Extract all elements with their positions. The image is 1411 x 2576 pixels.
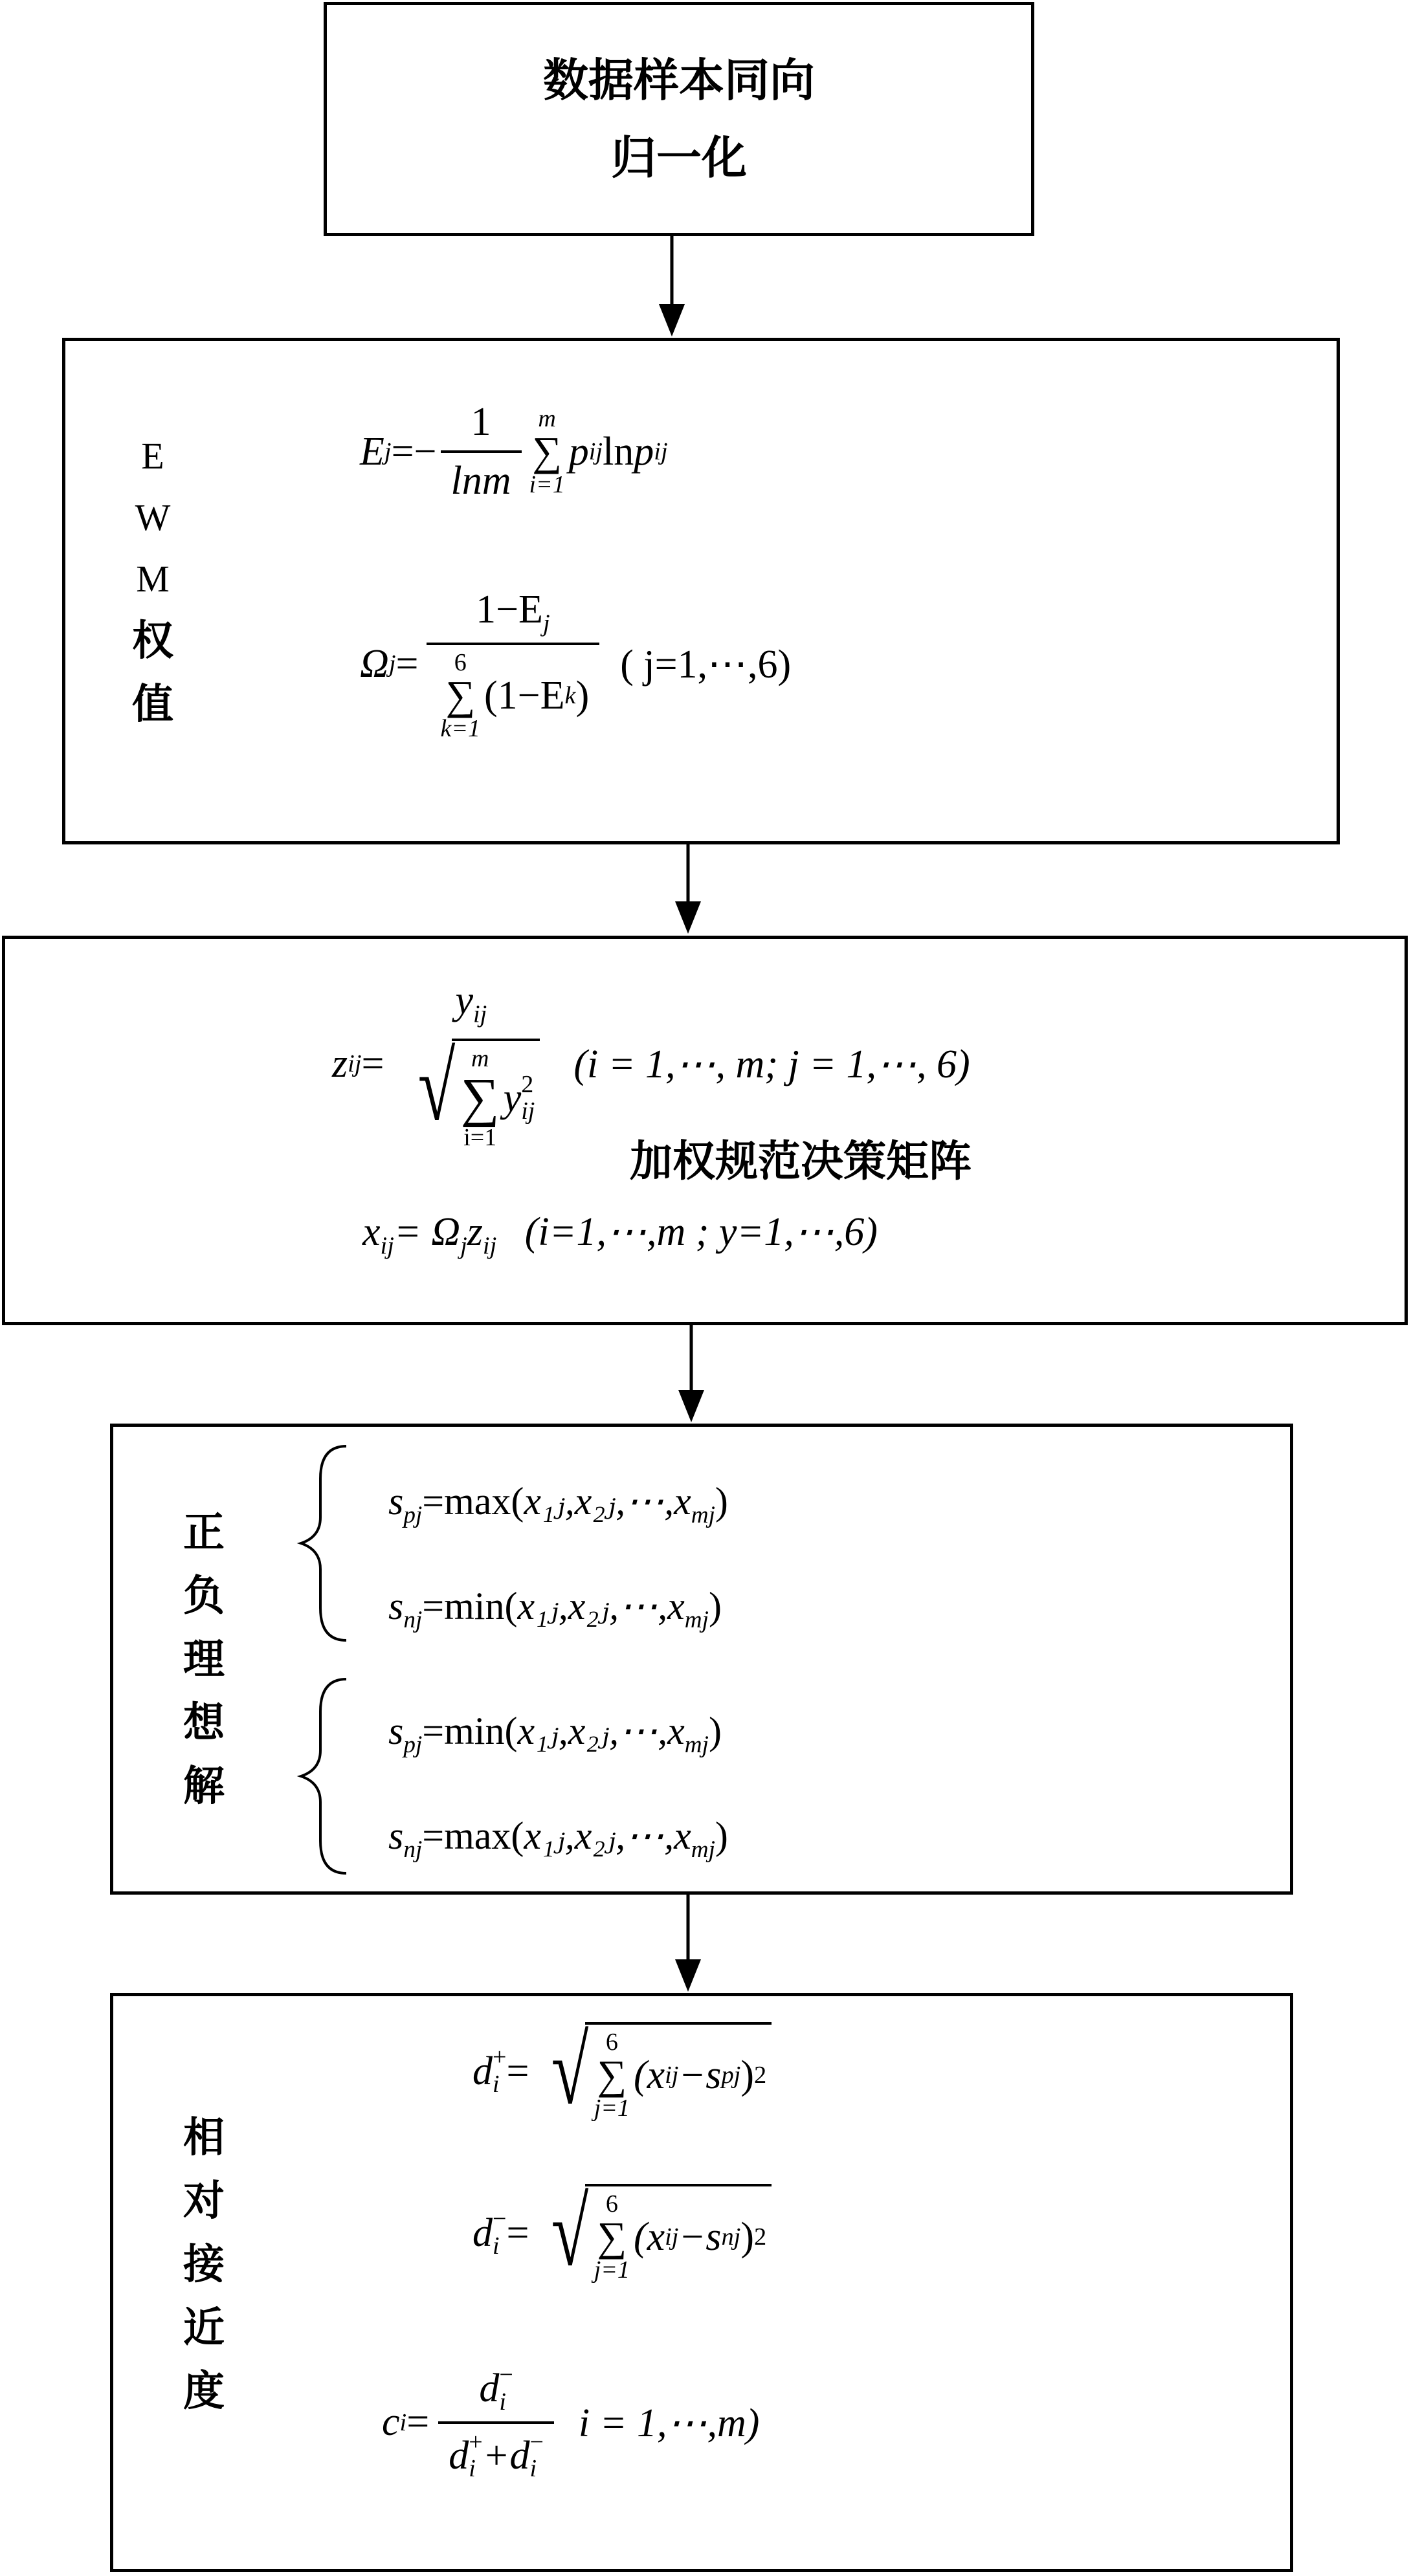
distance-negative-formula: d − i = √ 6 ∑ j=1 (x ij −s nj ) 2 [472,2184,772,2282]
group1-positive: $s_{pj}=\max(x_1ⱼ,x_2ⱼ,\cdots,x_{mj})$ [388,1480,728,1528]
arrow-4-5 [675,1895,701,1992]
weighted-formula: $x_{ij}= \Omega_jz_{ij}$ (i=1,⋯,m ; y=1,⋯,6) [362,1210,878,1260]
sqrt-positive: √ 6 ∑ j=1 (x ij −s pj ) 2 [535,2022,772,2120]
weighted-matrix-label: 加权规范决策矩阵 [630,1136,972,1186]
label-char-du: 度 [183,2368,225,2416]
label-char-li: 理 [183,1636,225,1684]
normalization-formula: z ij = $y_{ij}$ √ m ∑ i=1 y 2 ij (i = 1,⋯, m; j = 1,⋯, 6) [332,978,970,1152]
label-char-w: W [135,496,171,538]
braces [288,1440,366,1880]
label-char-jie2: 接 [183,2241,225,2289]
box-ideal-solution-vertical-label [175,1501,233,1818]
brace-group1 [301,1446,346,1640]
entropy-fraction: $\frac{1}{\ln m}$ [441,399,522,504]
normalization-fraction: $y_{ij}$ √ m ∑ i=1 y 2 ij [392,978,550,1150]
label-char-m: M [136,558,170,600]
group2-formulas [388,1686,728,1895]
weight-formula: Ω j = $1-E_j$ 6 ∑ k=1 (1−E k ) ( j=1,⋯,6) [360,588,792,743]
arrow-2-3 [675,844,701,934]
box-ideal-solution [110,1424,1293,1895]
label-char-fu: 负 [183,1572,225,1620]
entropy-formula: E j =− $\frac{1}{\ln m}$ m ∑ i=1 p ij ln p ij [360,400,668,503]
label-char-jie: 解 [183,1763,225,1811]
group1-formulas [388,1456,728,1666]
label-char-zhi: 值 [132,681,173,729]
sqrt-negative: √ 6 ∑ j=1 (x ij −s nj ) 2 [535,2184,772,2282]
sqrt-sign: √ m ∑ i=1 y 2 ij [402,1039,540,1150]
box-relative-closeness-vertical-label [175,2106,233,2423]
closeness-formula: c i = d − i d + i +d − i i = 1,⋯,m) [382,2361,760,2483]
arrow-3-4 [678,1325,704,1422]
entropy-sum: m ∑ i=1 [529,405,565,498]
arrow-1-2 [659,236,685,336]
box-ewm-weight [62,338,1340,844]
group1-negative: $s_{nj}=\min(x_1ⱼ,x_2ⱼ,\cdots,x_{mj})$ [388,1585,722,1633]
box-normalization-title-line1: 数据样本同向 [543,54,815,107]
weight-fraction: $1-E_j$ 6 ∑ k=1 (1−E k ) [427,587,600,741]
label-char-dui: 对 [183,2177,225,2225]
closeness-fraction: d − i d + i +d − i [438,2362,554,2483]
box-normalization-title-line2: 归一化 [611,131,747,184]
label-char-e: E [141,435,164,477]
label-char-jin: 近 [183,2304,225,2352]
box-normalization [324,2,1034,236]
brace-group2 [301,1679,346,1873]
label-char-xiang2: 相 [183,2114,225,2162]
box-relative-closeness [110,1993,1293,2572]
distance-positive-formula: d + i = √ 6 ∑ j=1 (x ij −s pj ) 2 [472,2022,772,2120]
label-char-zheng: 正 [183,1509,225,1557]
group2-positive: $s_{pj}=\min(x_1ⱼ,x_2ⱼ,\cdots,x_{mj})$ [388,1710,722,1758]
label-char-xiang: 想 [183,1699,225,1747]
group2-negative: $s_{nj}=\max(x_1ⱼ,x_2ⱼ,\cdots,x_{mj})$ [388,1814,728,1863]
box-weighted-matrix [2,936,1408,1325]
label-char-quan: 权 [132,617,173,665]
box-ewm-weight-vertical-label [124,425,182,736]
